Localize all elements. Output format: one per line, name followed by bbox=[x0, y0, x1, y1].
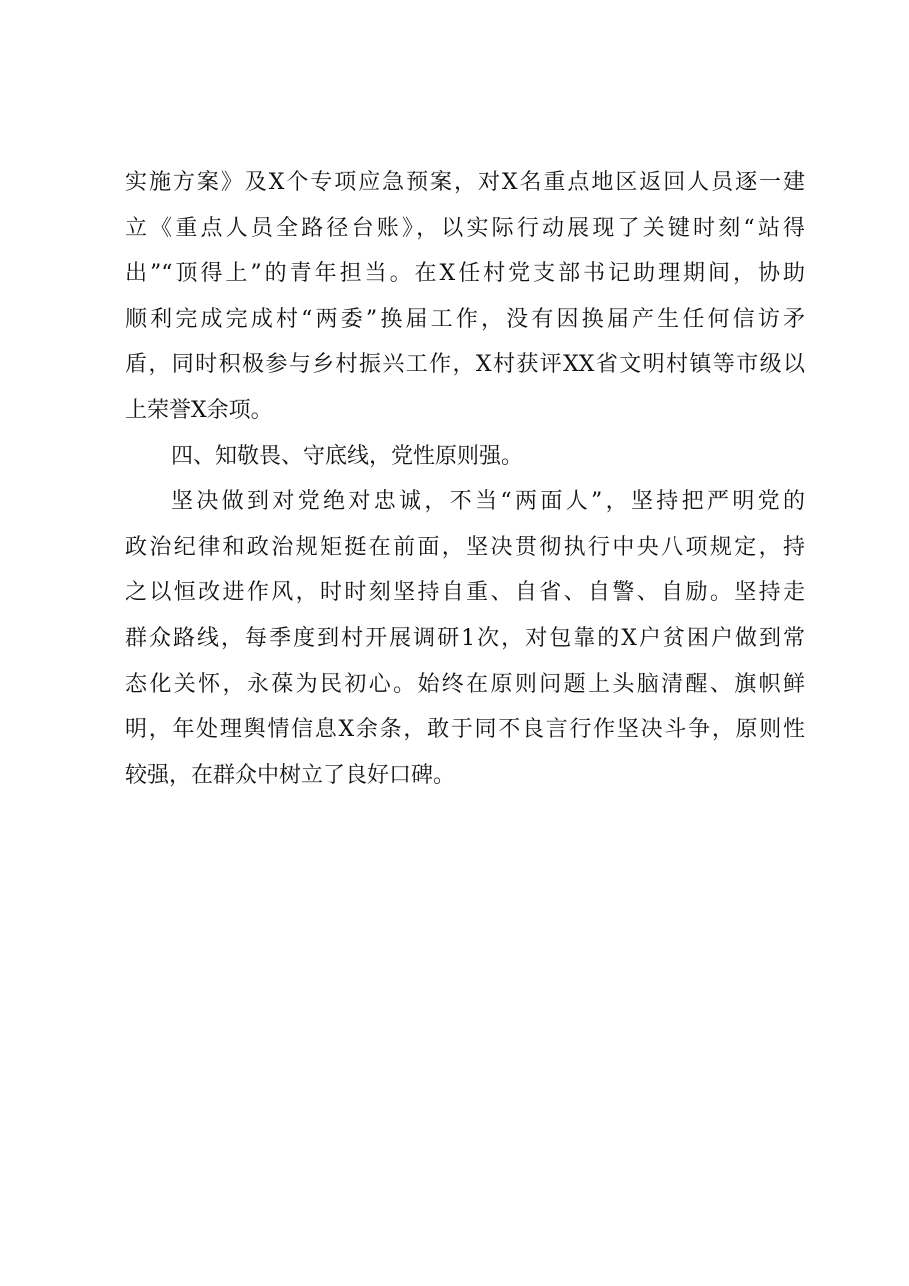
text-line: 较强，在群众中树立了良好口碑。 bbox=[125, 762, 456, 788]
text-line: 立《重点人员全路径台账》，以实际行动展现了关键时刻“站得 bbox=[125, 215, 805, 241]
text-line: 之以恒改进作风，时时刻坚持自重、自省、自警、自励。坚持走 bbox=[125, 580, 805, 606]
paragraph-2 bbox=[125, 479, 805, 798]
text-line: 明，年处理舆情信息X余条，敢于同不良言行作坚决斗争，原则性 bbox=[125, 717, 805, 743]
text-line: 坚决做到对党绝对忠诚，不当“两面人”，坚持把严明党的 bbox=[171, 489, 805, 515]
heading-line: 四、知敬畏、守底线，党性原则强。 bbox=[171, 443, 524, 469]
text-line: 盾，同时积极参与乡村振兴工作，X村获评XX省文明村镇等市级以 bbox=[125, 352, 805, 378]
text-line: 群众路线，每季度到村开展调研1次，对包靠的X户贫困户做到常 bbox=[125, 625, 805, 651]
text-line: 上荣誉X余项。 bbox=[125, 397, 273, 423]
section-heading-4 bbox=[125, 434, 805, 480]
text-line: 政治纪律和政治规矩挺在前面，坚决贯彻执行中央八项规定，持 bbox=[125, 534, 805, 560]
text-line: 态化关怀，永葆为民初心。始终在原则问题上头脑清醒、旗帜鲜 bbox=[125, 671, 805, 697]
text-line: 出”“顶得上”的青年担当。在X任村党支部书记助理期间，协助 bbox=[125, 261, 805, 287]
document-body bbox=[125, 160, 805, 798]
text-line: 顺利完成完成村“两委”换届工作，没有因换届产生任何信访矛 bbox=[125, 306, 805, 332]
text-line: 实施方案》及X个专项应急预案，对X名重点地区返回人员逐一建 bbox=[125, 170, 805, 195]
paragraph-1 bbox=[125, 160, 805, 434]
